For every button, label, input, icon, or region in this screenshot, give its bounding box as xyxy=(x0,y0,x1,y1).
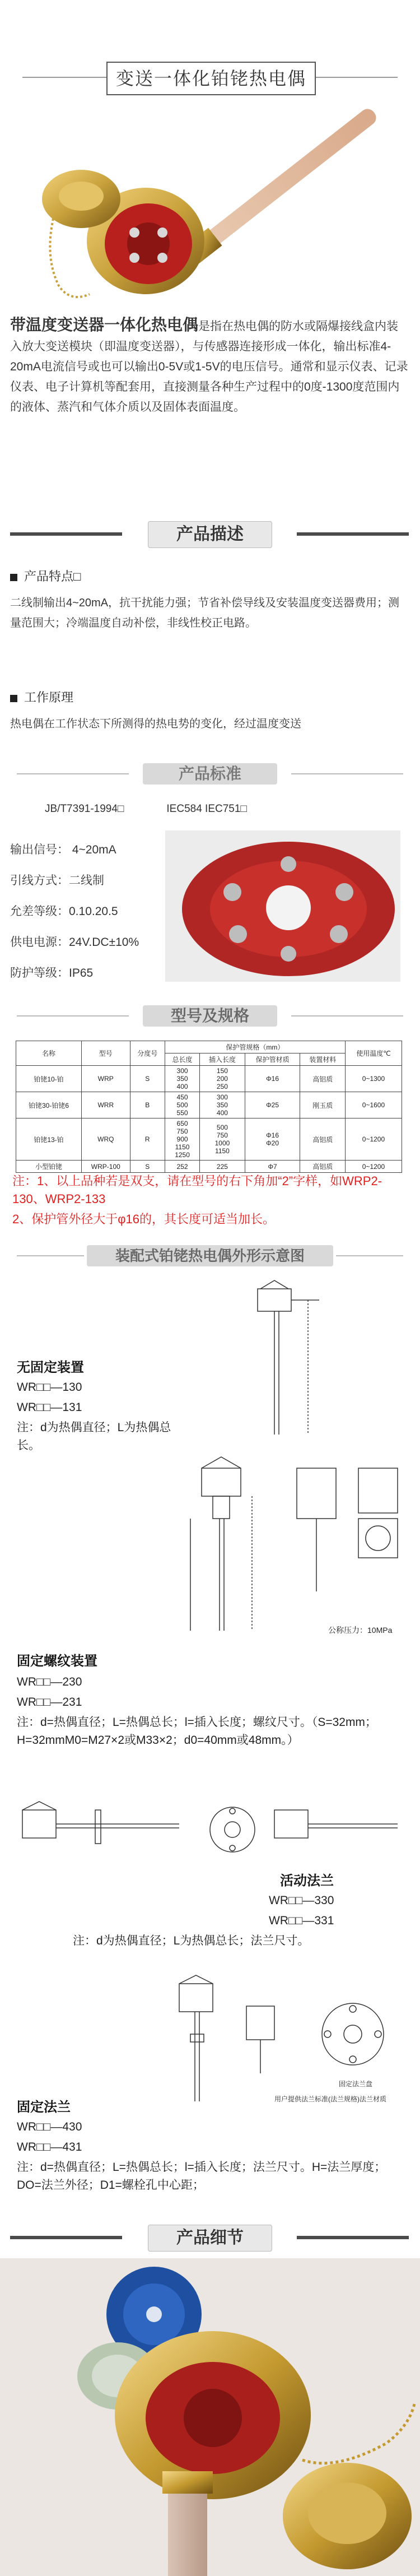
std-divider-right xyxy=(291,773,403,774)
diag-divider-right xyxy=(336,1255,403,1256)
details-divider-right xyxy=(297,2236,409,2239)
table-row xyxy=(16,1066,402,1092)
diagram-d-title: 固定法兰 xyxy=(17,2100,71,2115)
diagram-c-note: 注：d为热偶直径；L为热偶总长；法兰尺寸。 xyxy=(73,1934,310,1947)
table-cell: R xyxy=(130,1118,165,1161)
table-cell: 高铝质 xyxy=(300,1066,346,1092)
diagram-b-title: 固定螺纹装置 xyxy=(17,1654,97,1669)
spec-power: 供电电源：24V.DC±10% xyxy=(10,936,139,949)
table-cell: Φ7 xyxy=(245,1161,300,1173)
table-header: 名称 xyxy=(16,1041,82,1066)
table-cell: 0~1200 xyxy=(345,1118,402,1161)
section-models: 型号及规格 xyxy=(143,1005,277,1027)
bullet-square-icon xyxy=(10,695,17,702)
diagram-d-note: 注：d=热偶直径；L=热偶总长；l=插入长度；法兰尺寸。H=法兰厚度；DO=法兰外径；D1=螺栓孔中心距； xyxy=(17,2161,386,2192)
table-cell: 0~1300 xyxy=(345,1066,402,1092)
features-heading-text: 产品特点□ xyxy=(24,569,81,583)
header-line-right xyxy=(314,77,398,78)
bullet-square-icon xyxy=(10,574,17,581)
features-body: 二线制输出4~20mA，抗干扰能力强；节省补偿导线及安装温度变送器费用；测量范围大；冷端温度自动补偿，非线性校正电路。 xyxy=(10,597,400,629)
diagram-d-model-2: WR□□—431 xyxy=(17,2141,82,2153)
diagram-b-caption: 公称压力：10MPa xyxy=(328,1626,393,1635)
note-double-element: 注：1、以上品种若是双支，请在型号的右下角加“2”字样，如WRP2-130、WRP2-133 xyxy=(12,1174,382,1206)
intro-body: 是指在热电偶的防水或隔爆接线盒内装入放大变送模块（即温度变送器），与传感器连接形成一体化，输出标准4-20mA电流信号或也可以输出0-5V或1-5V的电压信号。通常和显示仪表、记录仪表、电子计算机等配套用，直接测量各种生产过程中的0度-1300度范围内的液体、蒸汽和气体介质以及固体表面温度。 xyxy=(10,320,408,414)
std-divider-left xyxy=(17,773,129,774)
model-spec-table xyxy=(16,1041,402,1173)
diagram-c-title: 活动法兰 xyxy=(280,1873,334,1888)
table-cell: 300 350 400 xyxy=(200,1092,245,1118)
details-divider-left xyxy=(10,2236,122,2239)
detail-product-photo xyxy=(0,2258,420,2576)
table-row xyxy=(16,1118,402,1161)
table-row xyxy=(16,1092,402,1118)
diagram-a-model-1: WR□□—130 xyxy=(17,1381,82,1394)
intro-paragraph xyxy=(10,315,409,417)
models-divider-left xyxy=(17,1015,129,1017)
diag-divider-left xyxy=(17,1255,84,1256)
table-header: 总长度 xyxy=(165,1053,199,1066)
diagram-c-side-drawing xyxy=(269,1799,403,1860)
table-cell: Φ16 Φ20 xyxy=(245,1118,300,1161)
table-cell: WRR xyxy=(82,1092,130,1118)
table-cell: WRQ xyxy=(82,1118,130,1161)
table-cell: 0~1600 xyxy=(345,1092,402,1118)
table-header: 分度号 xyxy=(130,1041,165,1066)
desc-divider-right xyxy=(297,532,409,536)
table-cell: 0~1200 xyxy=(345,1161,402,1173)
table-cell: S xyxy=(130,1161,165,1173)
diagram-d-caption-2: 用户提供法兰标准(法兰规格)法兰材质 xyxy=(274,2095,386,2103)
principle-body: 热电偶在工作状态下所测得的热电势的变化，经过温度变送 xyxy=(10,718,301,730)
header-line-left xyxy=(22,77,106,78)
table-row xyxy=(16,1161,402,1173)
table-header: 型号 xyxy=(82,1041,130,1066)
desc-divider-left xyxy=(10,532,122,536)
spec-output: 输出信号： 4~20mA xyxy=(10,843,116,856)
table-cell: Φ16 xyxy=(245,1066,300,1092)
intro-lead: 带温度变送器一体化热电偶 xyxy=(10,316,199,333)
table-cell: 650 750 900 1150 1250 xyxy=(165,1118,199,1161)
diagram-b-model-1: WR□□—230 xyxy=(17,1675,82,1688)
table-header: 插入长度 xyxy=(200,1053,245,1066)
standard-line: JB/T7391-1994□ IEC584 IEC751□ xyxy=(45,803,247,815)
table-cell: 铂铑13-铂 xyxy=(16,1118,82,1161)
page-title: 变送一体化铂铑热电偶 xyxy=(106,62,316,95)
diagram-c-model-2: WR□□—331 xyxy=(269,1914,334,1927)
transmitter-photo xyxy=(165,830,400,982)
table-cell: 铂铑30-铂铑6 xyxy=(16,1092,82,1118)
diagram-a-model-2: WR□□—131 xyxy=(17,1401,82,1414)
table-cell: 刚玉质 xyxy=(300,1092,346,1118)
table-cell: 高铝质 xyxy=(300,1118,346,1161)
diagram-b-drawing xyxy=(185,1446,414,1642)
diagram-d-caption-1: 固定法兰盘 xyxy=(339,2080,373,2088)
table-header: 保护管材质 xyxy=(245,1053,300,1066)
table-header: 使用温度℃ xyxy=(345,1041,402,1066)
table-cell: Φ25 xyxy=(245,1092,300,1118)
table-cell: 300 350 400 xyxy=(165,1066,199,1092)
spec-wiring: 引线方式：二线制 xyxy=(10,874,104,887)
diagram-c-drawing xyxy=(11,1799,258,1894)
table-cell: 450 500 550 xyxy=(165,1092,199,1118)
table-cell: WRP-100 xyxy=(82,1161,130,1173)
principle-heading-text: 工作原理 xyxy=(24,690,74,704)
section-diagrams: 装配式铂铑热电偶外形示意图 xyxy=(87,1245,333,1266)
diagram-b-note: 注：d=热偶直径；L=热偶总长；l=插入长度；螺纹尺寸。（S=32mm；H=32mmM0=M27×2或M33×2；d0=40mm或48mm。） xyxy=(17,1716,377,1747)
table-header: 装置材料 xyxy=(300,1053,346,1066)
table-cell: WRP xyxy=(82,1066,130,1092)
table-cell: 500 750 1000 1150 xyxy=(200,1118,245,1161)
diagram-d-model-1: WR□□—430 xyxy=(17,2120,82,2133)
header-banner xyxy=(0,61,420,94)
table-cell: 150 200 250 xyxy=(200,1066,245,1092)
note-tube-length: 2、保护管外径大于φ16的，其长度可适当加长。 xyxy=(12,1212,275,1226)
principle-heading xyxy=(10,688,73,706)
table-cell: S xyxy=(130,1066,165,1092)
table-header: 保护管规格（mm） xyxy=(165,1041,345,1053)
table-cell: B xyxy=(130,1092,165,1118)
table-cell: 铂铑10-铂 xyxy=(16,1066,82,1092)
table-cell: 252 xyxy=(165,1161,199,1173)
spec-tolerance: 允差等级：0.10.20.5 xyxy=(10,905,118,918)
table-header-row xyxy=(16,1041,402,1053)
diagram-c-model-1: WR□□—330 xyxy=(269,1894,334,1907)
section-description: 产品描述 xyxy=(148,521,272,548)
features-heading xyxy=(10,567,81,584)
diagram-a-drawing xyxy=(235,1278,325,1440)
section-standard: 产品标准 xyxy=(143,763,277,785)
diagram-b-model-2: WR□□—231 xyxy=(17,1696,82,1709)
diagram-a-title: 无固定装置 xyxy=(17,1360,84,1375)
section-details: 产品细节 xyxy=(148,2225,272,2252)
spec-protection: 防护等级：IP65 xyxy=(10,967,94,980)
table-cell: 小型铂铑 xyxy=(16,1161,82,1173)
hero-product-image xyxy=(0,101,420,314)
models-divider-right xyxy=(291,1015,403,1017)
table-cell: 高铝质 xyxy=(300,1161,346,1173)
table-cell: 225 xyxy=(200,1161,245,1173)
diagram-d-drawing xyxy=(168,1972,414,2107)
diagram-a-note: 注：d为热偶直径；L为热偶总长。 xyxy=(17,1421,171,1452)
